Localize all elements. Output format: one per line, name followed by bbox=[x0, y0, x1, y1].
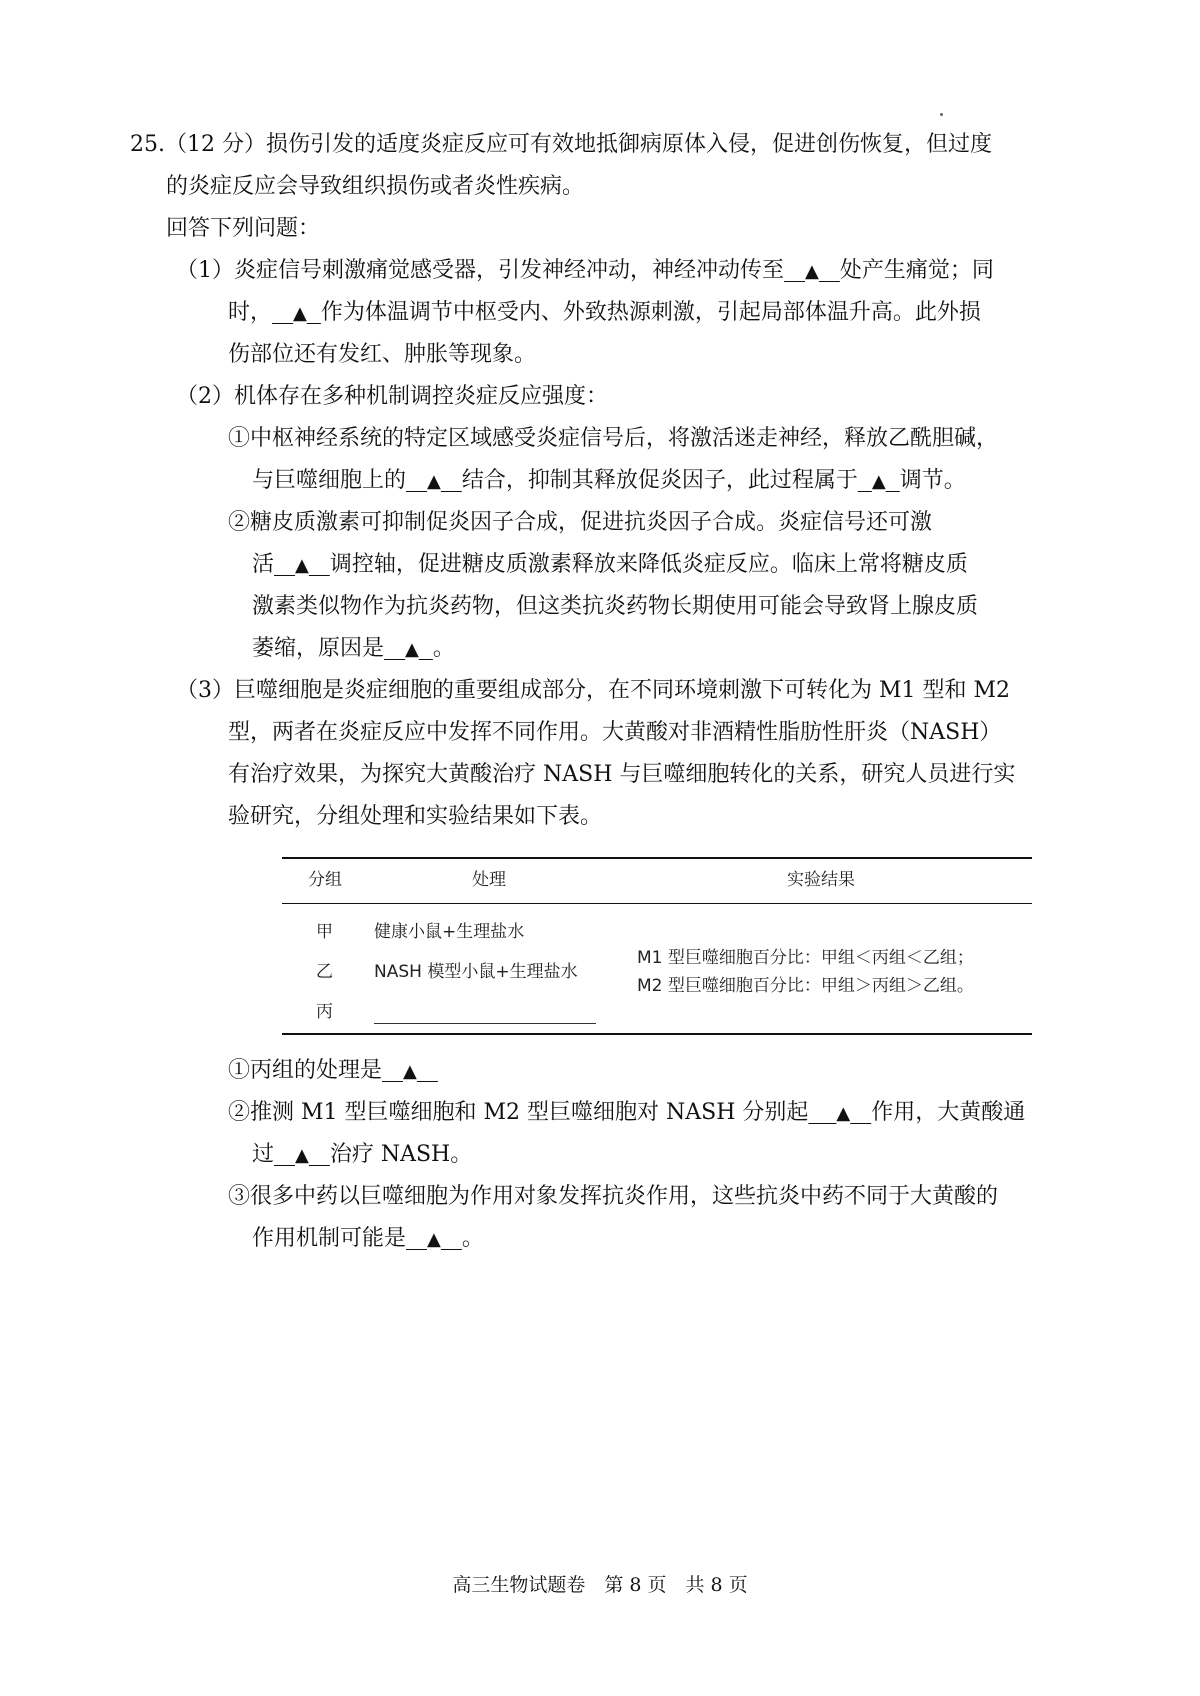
answer-blank-7[interactable] bbox=[382, 1056, 438, 1087]
answer-blank-5[interactable] bbox=[274, 550, 330, 581]
table-result-line-2: M2 型巨噬细胞百分比：甲组＞丙组＞乙组。 bbox=[637, 976, 974, 996]
triangle-marker-icon: ▲ bbox=[427, 1229, 441, 1250]
part3-q1 bbox=[228, 1056, 438, 1087]
question-stem-line-1 bbox=[130, 130, 992, 160]
part2-line-intro bbox=[176, 382, 608, 412]
triangle-marker-icon: ▲ bbox=[427, 471, 441, 492]
answer-blank-1[interactable] bbox=[784, 256, 840, 287]
part1-line-1 bbox=[176, 256, 994, 287]
part2-sub1-line-1: ①中枢神经系统的特定区域感受炎症信号后，将激活迷走神经，释放乙酰胆碱， bbox=[228, 426, 999, 451]
part1-text-c: 时， bbox=[228, 300, 273, 325]
part3-q3-text-b: 作用机制可能是 bbox=[252, 1226, 407, 1251]
part2-text-e: 调控轴，促进糖皮质激素释放来降低炎症反应。临床上常将糖皮质 bbox=[329, 552, 968, 577]
table-result-line-1: M1 型巨噬细胞百分比：甲组＜丙组＜乙组； bbox=[637, 948, 974, 968]
part3-line-1 bbox=[176, 676, 1010, 706]
table-treatment-jia: 健康小鼠+生理盐水 bbox=[374, 922, 525, 942]
part1-text-b: 处产生痛觉；同 bbox=[839, 258, 994, 283]
part3-q2-text-d: 治疗 NASH。 bbox=[329, 1142, 473, 1167]
part2-sub2-line-1: ②糖皮质激素可抑制促炎因子合成，促进抗炎因子合成。炎症信号还可激 bbox=[228, 510, 933, 535]
answer-prompt: 回答下列问题： bbox=[166, 216, 321, 241]
part1-text-a: 炎症信号刺激痛觉感受器，引发神经冲动，神经冲动传至 bbox=[234, 258, 785, 283]
table-group-yi: 乙 bbox=[316, 962, 333, 982]
triangle-marker-icon: ▲ bbox=[403, 1061, 417, 1082]
table-header-group: 分组 bbox=[308, 870, 342, 890]
part3-q3-line-2 bbox=[252, 1224, 484, 1255]
part1-text-d: 作为体温调节中枢受内、外致热源刺激，引起局部体温升高。此外损 bbox=[320, 300, 981, 325]
triangle-marker-icon: ▲ bbox=[836, 1103, 851, 1124]
part3-q1-text: ①丙组的处理是 bbox=[228, 1058, 383, 1083]
part2-text-g: 。 bbox=[432, 636, 455, 661]
part3-q2-text-c: 过 bbox=[252, 1142, 275, 1167]
part3-q2-line-2 bbox=[252, 1140, 472, 1171]
part2-intro: 机体存在多种机制调控炎症反应强度： bbox=[234, 384, 609, 409]
triangle-marker-icon: ▲ bbox=[405, 639, 419, 660]
answer-blank-9[interactable] bbox=[274, 1140, 330, 1171]
table-treatment-bing-blank[interactable] bbox=[374, 1001, 596, 1024]
part3-q3-line-1: ③很多中药以巨噬细胞为作用对象发挥抗炎作用，这些抗炎中药不同于大黄酸的 bbox=[228, 1184, 999, 1209]
answer-blank-6[interactable] bbox=[384, 634, 433, 665]
stem-text-1: 损伤引发的适度炎症反应可有效地抵御病原体入侵，促进创伤恢复，但过度 bbox=[266, 132, 993, 157]
answer-blank-8[interactable] bbox=[808, 1098, 871, 1129]
question-stem-line-2: 的炎症反应会导致组织损伤或者炎性疾病。 bbox=[166, 174, 585, 199]
part2-sub2-line-3: 激素类似物作为抗炎药物，但这类抗炎药物长期使用可能会导致肾上腺皮质 bbox=[252, 594, 979, 619]
part2-text-b: 结合，抑制其释放促炎因子，此过程属于 bbox=[461, 468, 858, 493]
question-score: （12 分） bbox=[165, 132, 266, 157]
answer-blank-4[interactable] bbox=[858, 466, 900, 497]
triangle-marker-icon: ▲ bbox=[805, 261, 819, 282]
part2-text-f: 萎缩，原因是 bbox=[252, 636, 385, 661]
table-bottom-rule bbox=[282, 1033, 1032, 1035]
triangle-marker-icon: ▲ bbox=[295, 1145, 309, 1166]
table-header-result: 实验结果 bbox=[787, 870, 855, 890]
answer-blank-10[interactable] bbox=[406, 1224, 462, 1255]
part3-line-2: 型，两者在炎症反应中发挥不同作用。大黄酸对非酒精性脂肪性肝炎（NASH） bbox=[228, 720, 1002, 745]
part2-sub2-line-4 bbox=[252, 634, 455, 665]
answer-blank-3[interactable] bbox=[406, 466, 462, 497]
part3-line-3: 有治疗效果，为探究大黄酸治疗 NASH 与巨噬细胞转化的关系，研究人员进行实 bbox=[228, 762, 1016, 787]
answer-blank-2[interactable] bbox=[272, 298, 321, 329]
table-header-rule bbox=[282, 903, 1032, 904]
part1-line-3: 伤部位还有发红、肿胀等现象。 bbox=[228, 342, 537, 367]
part2-sub1-line-2 bbox=[252, 466, 966, 497]
table-header-treatment: 处理 bbox=[472, 870, 506, 890]
experiment-table bbox=[282, 857, 1032, 1037]
part2-text-c: 调节。 bbox=[899, 468, 966, 493]
part3-line-4: 验研究，分组处理和实验结果如下表。 bbox=[228, 804, 603, 829]
part3-q2-text-b: 作用，大黄酸通 bbox=[871, 1100, 1026, 1125]
table-top-rule bbox=[282, 857, 1032, 859]
triangle-marker-icon: ▲ bbox=[871, 471, 886, 492]
question-number: 25. bbox=[130, 132, 165, 157]
part1-line-2 bbox=[228, 298, 981, 329]
part2-label: （2） bbox=[176, 384, 234, 409]
part3-q2-line-1 bbox=[228, 1098, 1025, 1129]
table-group-jia: 甲 bbox=[316, 922, 333, 942]
part1-label: （1） bbox=[176, 258, 234, 283]
table-treatment-yi: NASH 模型小鼠+生理盐水 bbox=[374, 962, 578, 982]
triangle-marker-icon: ▲ bbox=[295, 555, 309, 576]
part2-text-a: 与巨噬细胞上的 bbox=[252, 468, 407, 493]
part2-text-d: 活 bbox=[252, 552, 275, 577]
triangle-marker-icon: ▲ bbox=[293, 303, 307, 324]
part2-sub2-line-2 bbox=[252, 550, 968, 581]
part3-q2-text-a: ②推测 M1 型巨噬细胞和 M2 型巨噬细胞对 NASH 分别起 bbox=[228, 1100, 809, 1125]
part3-q3-text-c: 。 bbox=[461, 1226, 484, 1251]
scan-speck bbox=[940, 113, 943, 116]
table-group-bing: 丙 bbox=[316, 1002, 333, 1022]
page-footer: 高三生物试题卷 第 8 页 共 8 页 bbox=[452, 1574, 748, 1596]
part3-label: （3） bbox=[176, 678, 234, 703]
part3-text-1: 巨噬细胞是炎症细胞的重要组成部分，在不同环境刺激下可转化为 M1 型和 M2 bbox=[234, 678, 1011, 703]
